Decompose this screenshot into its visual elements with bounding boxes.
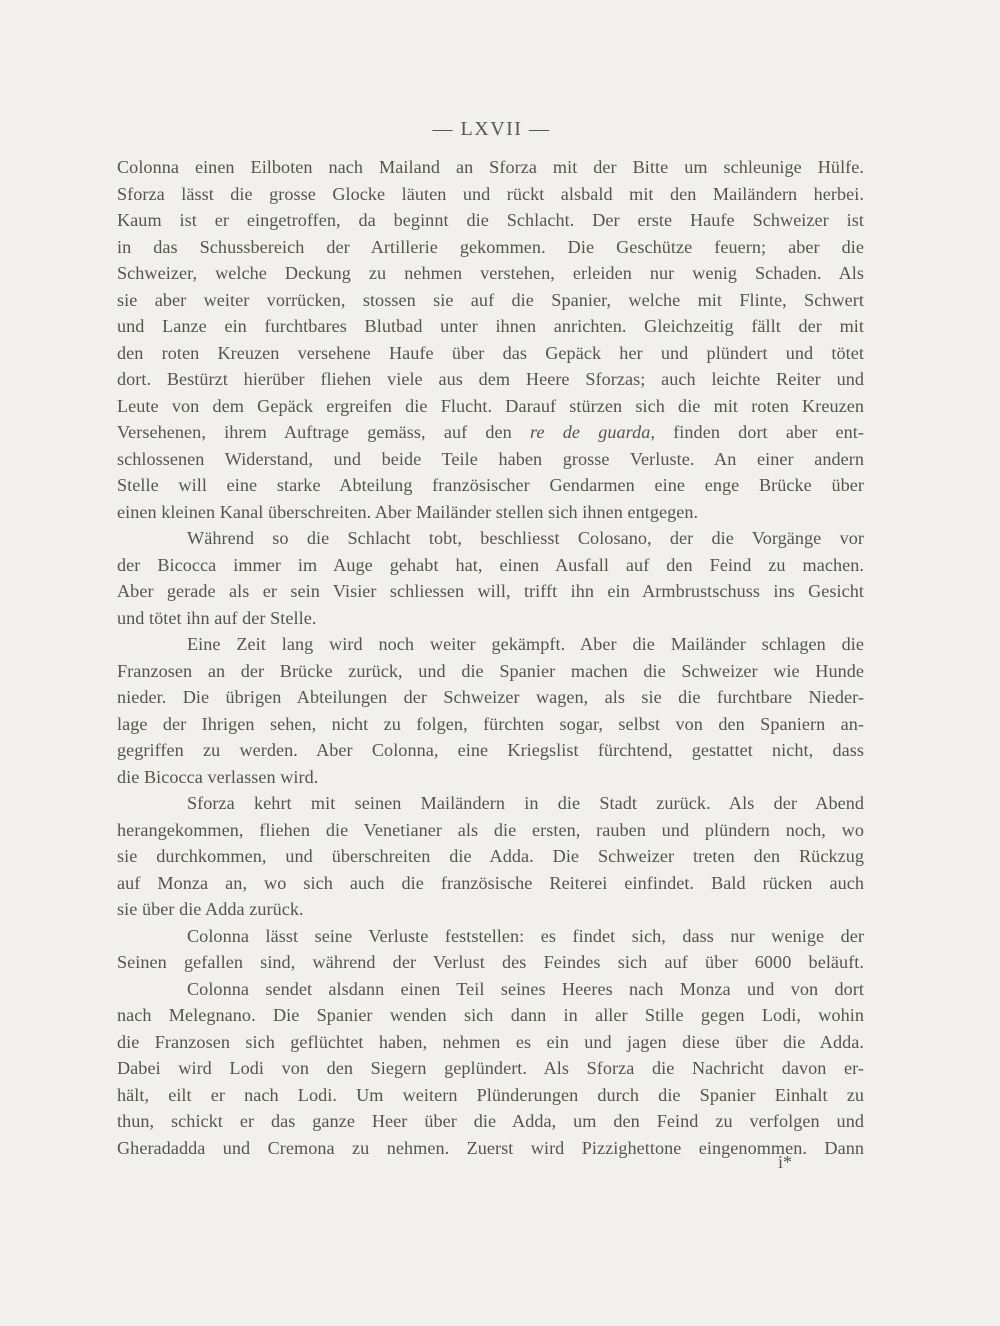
text-line: die Bicocca verlassen wird.: [117, 766, 319, 787]
page-number: — LXVII —: [432, 118, 551, 140]
text-line: nieder. Die übrigen Abteilungen der Schweizer wagen, als sie die furchtbare Nieder-: [117, 687, 864, 707]
text-line: herangekommen, fliehen die Venetianer als die ersten, rauben und plündern noch, wo: [117, 819, 864, 840]
text-line: und tötet ihn auf der Stelle.: [117, 607, 317, 628]
text-line: sie durchkommen, und überschreiten die Adda. Die Schweizer treten den Rückzug: [117, 846, 864, 866]
text-segment: Versehenen, ihrem Auftrage gemäss, auf den: [117, 422, 512, 442]
text-line: Colonna sendet alsdann einen Teil seines Heeres nach Monza und von dort: [187, 978, 864, 999]
text-line: schlossenen Widerstand, und beide Teile haben grosse Verluste. An einer andern: [117, 448, 864, 469]
text-line: Stelle will eine starke Abteilung französischer Gendarmen eine enge Brücke über: [117, 475, 864, 495]
body-text: [117, 154, 864, 1161]
text-line: Seinen gefallen sind, während der Verlust des Feindes sich auf über 6000 beläuft.: [117, 952, 864, 972]
text-line: Colonna einen Eilboten nach Mailand an Sforza mit der Bitte um schleunige Hülfe.: [117, 157, 864, 177]
text-line: Gheradadda und Cremona zu nehmen. Zuerst wird Pizzighettone eingenommen. Dann: [117, 1137, 864, 1158]
text-line: Während so die Schlacht tobt, beschliesst Colosano, der die Vorgänge vor: [187, 528, 864, 548]
text-line: hält, eilt er nach Lodi. Um weitern Plünderungen durch die Spanier Einhalt zu: [117, 1084, 864, 1105]
text-line: und Lanze ein furchtbares Blutbad unter ihnen anrichten. Gleichzeitig fällt der mit: [117, 316, 864, 336]
text-line: sie aber weiter vorrücken, stossen sie auf die Spanier, welche mit Flinte, Schwert: [117, 289, 864, 310]
text-segment: finden dort aber ent-: [673, 422, 865, 442]
text-line: dort. Bestürzt hierüber fliehen viele aus dem Heere Sforzas; auch leichte Reiter und: [117, 369, 864, 389]
text-line: die Franzosen sich geflüchtet haben, nehmen es ein und jagen diese über die Adda.: [117, 1031, 864, 1052]
text-line-mixed: [117, 419, 864, 446]
signature-mark: i*: [778, 1152, 793, 1172]
text-line: Colonna lässt seine Verluste feststellen: es findet sich, dass nur wenige der: [187, 925, 864, 946]
text-line: Franzosen an der Brücke zurück, und die Spanier machen die Schweizer wie Hunde: [117, 660, 864, 681]
text-line: gegriffen zu werden. Aber Colonna, eine Kriegslist fürchtend, gestattet nicht, dass: [117, 740, 864, 760]
italic-phrase: re de guarda,: [530, 422, 655, 442]
text-line: Schweizer, welche Deckung zu nehmen verstehen, erleiden nur wenig Schaden. Als: [117, 263, 864, 283]
text-line: den roten Kreuzen versehene Haufe über das Gepäck her und plündert und tötet: [117, 342, 864, 363]
text-line: Sforza kehrt mit seinen Mailändern in die Stadt zurück. Als der Abend: [187, 793, 864, 813]
text-line: sie über die Adda zurück.: [117, 899, 304, 919]
text-line: Kaum ist er eingetroffen, da beginnt die Schlacht. Der erste Haufe Schweizer ist: [117, 210, 864, 230]
text-line: nach Melegnano. Die Spanier wenden sich dann in aller Stille gegen Lodi, wohin: [117, 1005, 864, 1025]
text-line: lage der Ihrigen sehen, nicht zu folgen, fürchten sogar, selbst von den Spaniern an-: [117, 713, 864, 734]
text-line: thun, schickt er das ganze Heer über die Adda, um den Feind zu verfolgen und: [117, 1111, 864, 1131]
text-line: Sforza lässt die grosse Glocke läuten und rückt alsbald mit den Mailändern herbei.: [117, 183, 864, 204]
text-line: Aber gerade als er sein Visier schliessen will, trifft ihn ein Armbrustschuss ins Gesicht: [117, 581, 864, 601]
text-line: in das Schussbereich der Artillerie gekommen. Die Geschütze feuern; aber die: [117, 236, 864, 257]
text-line: auf Monza an, wo sich auch die französische Reiterei einfindet. Bald rücken auch: [117, 872, 864, 893]
text-line: der Bicocca immer im Auge gehabt hat, einen Ausfall auf den Feind zu machen.: [117, 554, 864, 575]
text-line: Dabei wird Lodi von den Siegern geplündert. Als Sforza die Nachricht davon er-: [117, 1058, 864, 1078]
text-line: Eine Zeit lang wird noch weiter gekämpft. Aber die Mailänder schlagen die: [187, 634, 864, 654]
text-line: einen kleinen Kanal überschreiten. Aber Mailänder stellen sich ihnen entgegen.: [117, 501, 699, 522]
text-line: Leute von dem Gepäck ergreifen die Flucht. Darauf stürzen sich die mit roten Kreuzen: [117, 395, 864, 416]
